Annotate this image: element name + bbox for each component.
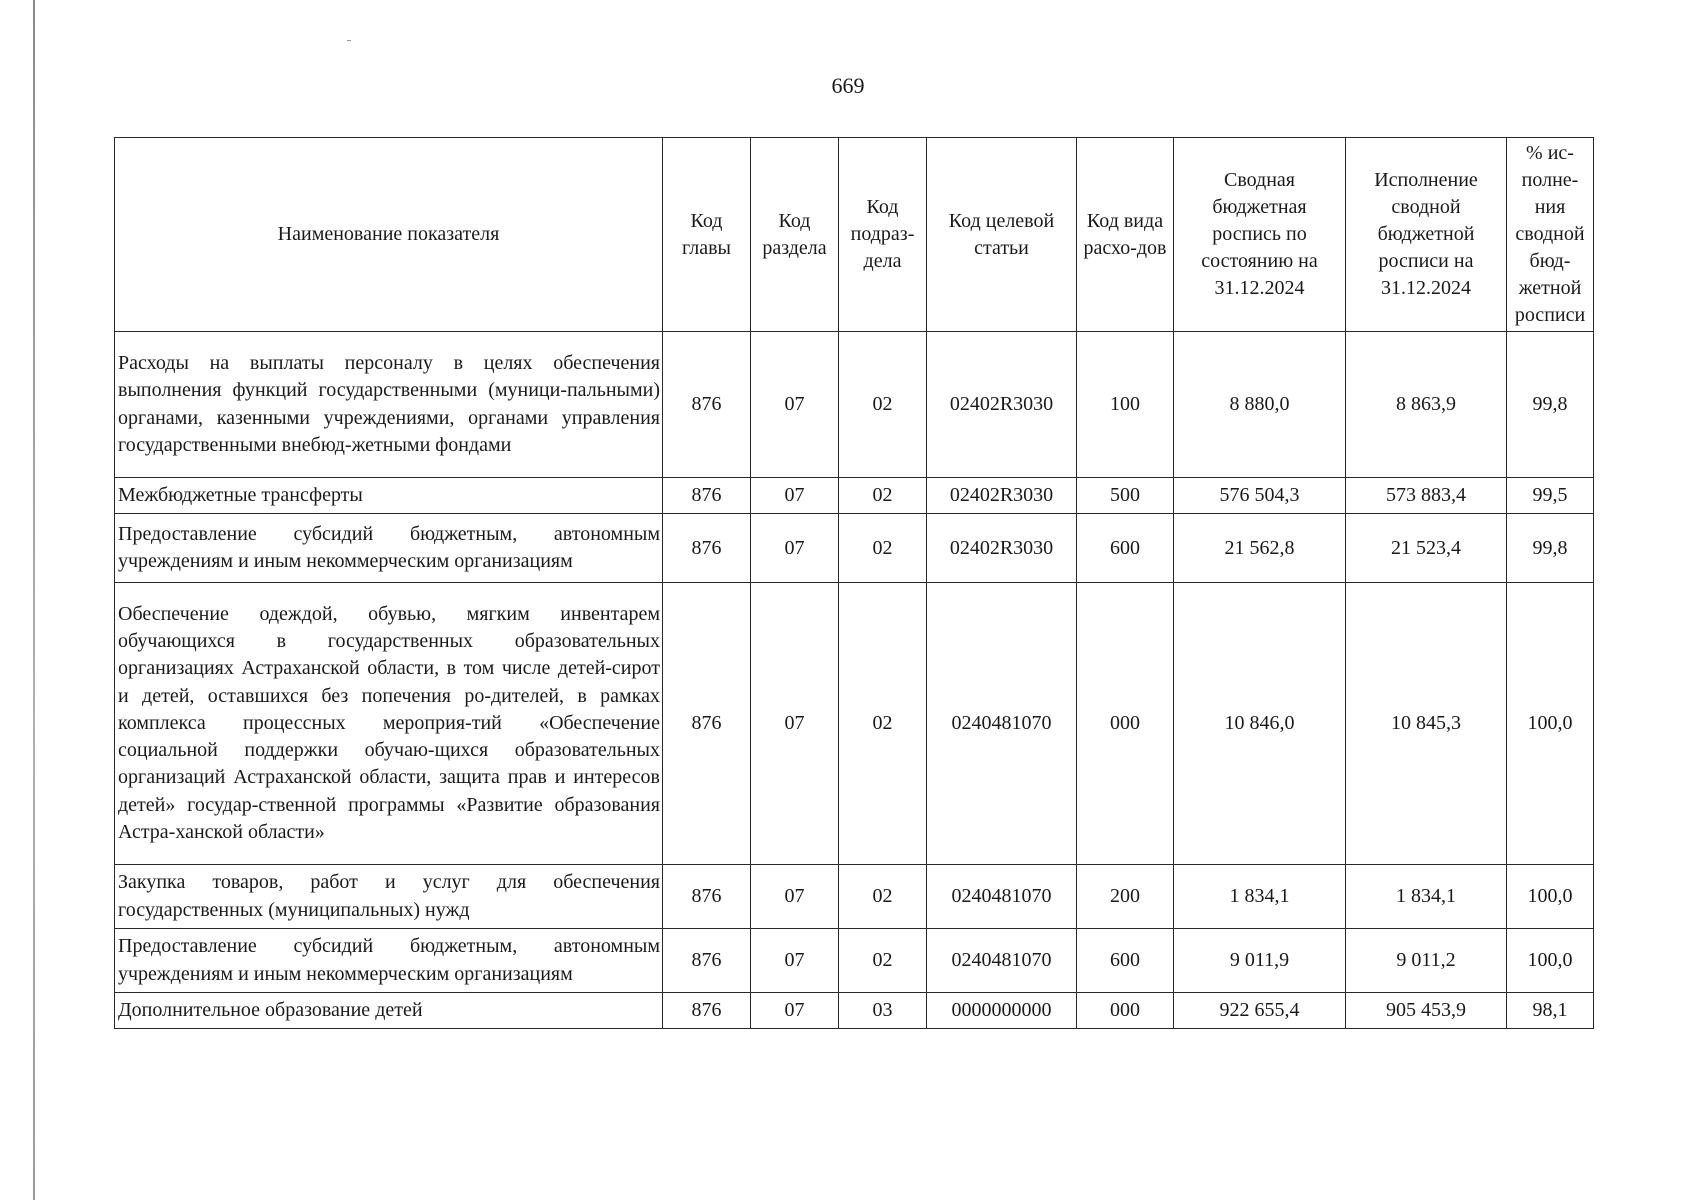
row-expense-type: 100 <box>1077 332 1174 478</box>
row-section: 07 <box>751 583 839 865</box>
row-plan: 576 504,3 <box>1174 478 1346 514</box>
table-row <box>115 583 1594 865</box>
row-plan: 10 846,0 <box>1174 583 1346 865</box>
scan-speck <box>347 40 351 41</box>
row-execution: 10 845,3 <box>1346 583 1507 865</box>
row-name: Дополнительное образование детей <box>115 993 663 1029</box>
row-chapter: 876 <box>663 865 751 929</box>
header-execution: Исполнение сводной бюджетной росписи на 31.12.2024 <box>1346 138 1507 332</box>
row-expense-type: 600 <box>1077 514 1174 583</box>
row-percent: 100,0 <box>1507 929 1594 993</box>
row-percent: 100,0 <box>1507 865 1594 929</box>
table-row <box>115 332 1594 478</box>
table-row <box>115 929 1594 993</box>
row-execution: 905 453,9 <box>1346 993 1507 1029</box>
row-section: 07 <box>751 993 839 1029</box>
row-subsection: 02 <box>839 478 927 514</box>
row-percent: 98,1 <box>1507 993 1594 1029</box>
page-number: 669 <box>831 73 865 98</box>
row-name: Предоставление субсидий бюджетным, автономным учреждениям и иным некоммерческим организациям <box>115 514 663 583</box>
row-execution: 21 523,4 <box>1346 514 1507 583</box>
row-expense-type: 600 <box>1077 929 1174 993</box>
row-chapter: 876 <box>663 514 751 583</box>
row-section: 07 <box>751 865 839 929</box>
row-section: 07 <box>751 514 839 583</box>
row-expense-type: 200 <box>1077 865 1174 929</box>
row-execution: 1 834,1 <box>1346 865 1507 929</box>
row-chapter: 876 <box>663 583 751 865</box>
header-expense-type-code: Код вида расхо-дов <box>1077 138 1174 332</box>
row-section: 07 <box>751 478 839 514</box>
row-percent: 99,8 <box>1507 332 1594 478</box>
row-name: Межбюджетные трансферты <box>115 478 663 514</box>
row-name: Обеспечение одеждой, обувью, мягким инвентарем обучающихся в государственных образовательных организациях Астраханской области, в том числе детей-сирот и детей, оставшихся без попечения ро-дителей, в рамках комплекса процессных мероприя-тий «Обеспечение социальной поддержки обучаю-щихся образовательных организаций Астраханской области, защита прав и интересов детей» государ-ственной программы «Развитие образования Астра-ханской области» <box>115 583 663 865</box>
row-name: Предоставление субсидий бюджетным, автономным учреждениям и иным некоммерческим организациям <box>115 929 663 993</box>
row-execution: 573 883,4 <box>1346 478 1507 514</box>
row-chapter: 876 <box>663 332 751 478</box>
row-percent: 99,5 <box>1507 478 1594 514</box>
row-percent: 99,8 <box>1507 514 1594 583</box>
header-chapter-code: Код главы <box>663 138 751 332</box>
row-chapter: 876 <box>663 993 751 1029</box>
row-chapter: 876 <box>663 929 751 993</box>
header-target-code: Код целевой статьи <box>927 138 1077 332</box>
row-chapter: 876 <box>663 478 751 514</box>
row-execution: 9 011,2 <box>1346 929 1507 993</box>
row-target: 0240481070 <box>927 583 1077 865</box>
row-target: 02402R3030 <box>927 514 1077 583</box>
row-expense-type: 000 <box>1077 583 1174 865</box>
row-section: 07 <box>751 929 839 993</box>
row-target: 02402R3030 <box>927 478 1077 514</box>
row-subsection: 02 <box>839 865 927 929</box>
row-expense-type: 000 <box>1077 993 1174 1029</box>
header-budget-plan: Сводная бюджетная роспись по состоянию на 31.12.2024 <box>1174 138 1346 332</box>
row-subsection: 03 <box>839 993 927 1029</box>
row-execution: 8 863,9 <box>1346 332 1507 478</box>
row-target: 02402R3030 <box>927 332 1077 478</box>
table-row <box>115 478 1594 514</box>
row-plan: 9 011,9 <box>1174 929 1346 993</box>
row-percent: 100,0 <box>1507 583 1594 865</box>
table-row <box>115 514 1594 583</box>
table-row <box>115 865 1594 929</box>
header-percent: % ис-полне-ния сводной бюд-жетной росписи <box>1507 138 1594 332</box>
header-subsection-code: Код подраз-дела <box>839 138 927 332</box>
header-section-code: Код раздела <box>751 138 839 332</box>
row-target: 0240481070 <box>927 865 1077 929</box>
row-plan: 8 880,0 <box>1174 332 1346 478</box>
row-target: 0000000000 <box>927 993 1077 1029</box>
row-name: Расходы на выплаты персоналу в целях обеспечения выполнения функций государственными (муници-пальными) органами, казенными учреждениями, органами управления государственными внебюд-жетными фондами <box>115 332 663 478</box>
row-plan: 1 834,1 <box>1174 865 1346 929</box>
scan-edge-line <box>33 0 35 1200</box>
budget-execution-table <box>114 137 1594 1029</box>
row-subsection: 02 <box>839 332 927 478</box>
row-subsection: 02 <box>839 583 927 865</box>
table-row <box>115 993 1594 1029</box>
row-plan: 21 562,8 <box>1174 514 1346 583</box>
row-target: 0240481070 <box>927 929 1077 993</box>
row-subsection: 02 <box>839 929 927 993</box>
row-section: 07 <box>751 332 839 478</box>
header-name: Наименование показателя <box>115 138 663 332</box>
row-name: Закупка товаров, работ и услуг для обеспечения государственных (муниципальных) нужд <box>115 865 663 929</box>
row-subsection: 02 <box>839 514 927 583</box>
row-expense-type: 500 <box>1077 478 1174 514</box>
row-plan: 922 655,4 <box>1174 993 1346 1029</box>
table-header-row <box>115 138 1594 332</box>
